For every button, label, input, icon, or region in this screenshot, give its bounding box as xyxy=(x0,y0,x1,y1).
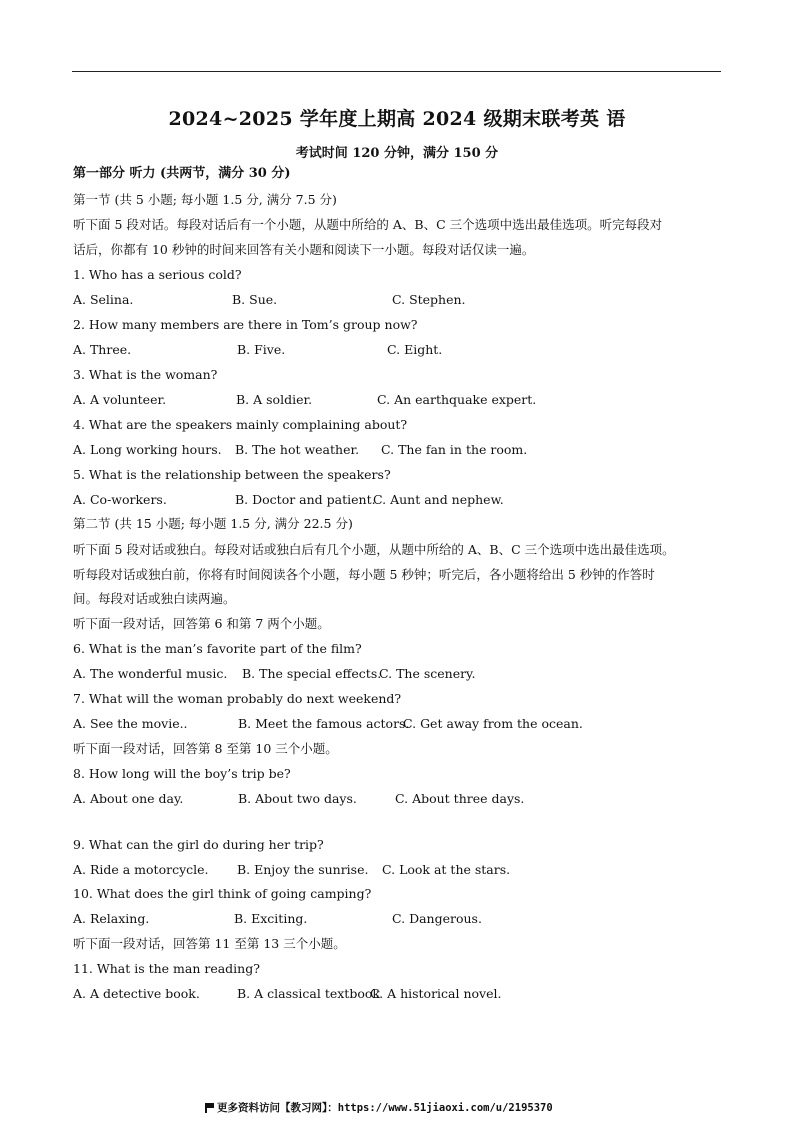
option-b: B. About two days. xyxy=(238,791,357,806)
option-a: A. A volunteer. xyxy=(73,392,167,407)
question-text: 4. What are the speakers mainly complaining about? xyxy=(73,417,408,432)
option-c: C. Aunt and nephew. xyxy=(373,492,504,507)
dialogue-note: 听下面一段对话，回答第 8 至第 10 三个小题。 xyxy=(73,741,338,756)
question-text: 1. Who has a serious cold? xyxy=(73,267,242,282)
option-b: B. The special effects. xyxy=(242,666,382,681)
option-a: A. Ride a motorcycle. xyxy=(73,862,209,877)
flag-icon xyxy=(205,1103,213,1112)
option-c: C. Eight. xyxy=(387,342,443,357)
option-c: C. Look at the stars. xyxy=(382,862,511,877)
dialogue-note: 听下面一段对话，回答第 6 和第 7 两个小题。 xyxy=(73,616,330,631)
option-b: B. Doctor and patient. xyxy=(235,492,376,507)
exam-subtitle: 考试时间 120 分钟，满分 150 分 xyxy=(295,146,499,161)
top-rule xyxy=(72,71,721,72)
option-b: B. The hot weather. xyxy=(235,442,360,457)
option-a: A. Selina. xyxy=(73,292,134,307)
option-a: A. Relaxing. xyxy=(73,911,150,926)
question-text: 5. What is the relationship between the speakers? xyxy=(73,467,391,482)
option-b: B. Meet the famous actors. xyxy=(238,716,410,731)
dialogue-note: 听下面一段对话，回答第 11 至第 13 三个小题。 xyxy=(73,936,346,951)
question-text: 7. What will the woman probably do next weekend? xyxy=(73,691,402,706)
option-c: C. Dangerous. xyxy=(392,911,482,926)
option-c: C. About three days. xyxy=(395,791,525,806)
option-b: B. A soldier. xyxy=(236,392,313,407)
option-c: C. The fan in the room. xyxy=(381,442,528,457)
option-a: A. Co-workers. xyxy=(73,492,167,507)
exam-title: 2024~2025 学年度上期高 2024 级期末联考英 语 xyxy=(168,108,626,130)
option-c: C. The scenery. xyxy=(379,666,476,681)
option-a: A. About one day. xyxy=(73,791,184,806)
option-a: A. A detective book. xyxy=(73,986,200,1001)
option-c: C. Stephen. xyxy=(392,292,466,307)
question-text: 6. What is the man’s favorite part of the film? xyxy=(73,641,362,656)
question-text: 9. What can the girl do during her trip? xyxy=(73,837,324,852)
option-b: B. Sue. xyxy=(232,292,278,307)
section2-instructions: 间。每段对话或独白读两遍。 xyxy=(73,591,236,606)
option-b: B. Five. xyxy=(237,342,286,357)
footer xyxy=(205,1100,553,1115)
option-a: A. Long working hours. xyxy=(73,442,222,457)
part1-heading: 第一部分 听力 (共两节，满分 30 分) xyxy=(73,166,291,181)
section1-instructions: 听下面 5 段对话。每段对话后有一个小题，从题中所给的 A、B、C 三个选项中选出最佳选项。听完每段对 xyxy=(73,217,663,232)
question-text: 8. How long will the boy’s trip be? xyxy=(73,766,291,781)
section1-heading: 第一节 (共 5 小题; 每小题 1.5 分, 满分 7.5 分) xyxy=(73,192,337,207)
option-a: A. Three. xyxy=(73,342,132,357)
question-text: 2. How many members are there in Tom’s group now? xyxy=(73,317,418,332)
option-b: B. A classical textbook xyxy=(237,986,380,1001)
section2-heading: 第二节 (共 15 小题; 每小题 1.5 分, 满分 22.5 分) xyxy=(73,516,353,531)
question-text: 3. What is the woman? xyxy=(73,367,218,382)
option-b: B. Enjoy the sunrise. xyxy=(237,862,369,877)
question-text: 10. What does the girl think of going camping? xyxy=(73,886,372,901)
section2-instructions: 听每段对话或独白前，你将有时间阅读各个小题，每小题 5 秒钟；听完后，各小题将给出 5 秒钟的作答时 xyxy=(73,567,655,582)
option-c: C. Get away from the ocean. xyxy=(403,716,583,731)
option-b: B. Exciting. xyxy=(234,911,308,926)
footer-link[interactable]: 更多资料访问【教习网】：https://www.51jiaoxi.com/u/2195370 xyxy=(217,1102,553,1114)
section1-instructions: 话后，你都有 10 秒钟的时间来回答有关小题和阅读下一小题。每段对话仅读一遍。 xyxy=(73,242,535,257)
option-a: A. The wonderful music. xyxy=(73,666,228,681)
option-c: C. A historical novel. xyxy=(370,986,502,1001)
question-text: 11. What is the man reading? xyxy=(73,961,260,976)
section2-instructions: 听下面 5 段对话或独白。每段对话或独白后有几个小题，从题中所给的 A、B、C 三个选项中选出最佳选项。 xyxy=(73,542,675,557)
option-c: C. An earthquake expert. xyxy=(377,392,537,407)
option-a: A. See the movie.. xyxy=(73,716,188,731)
